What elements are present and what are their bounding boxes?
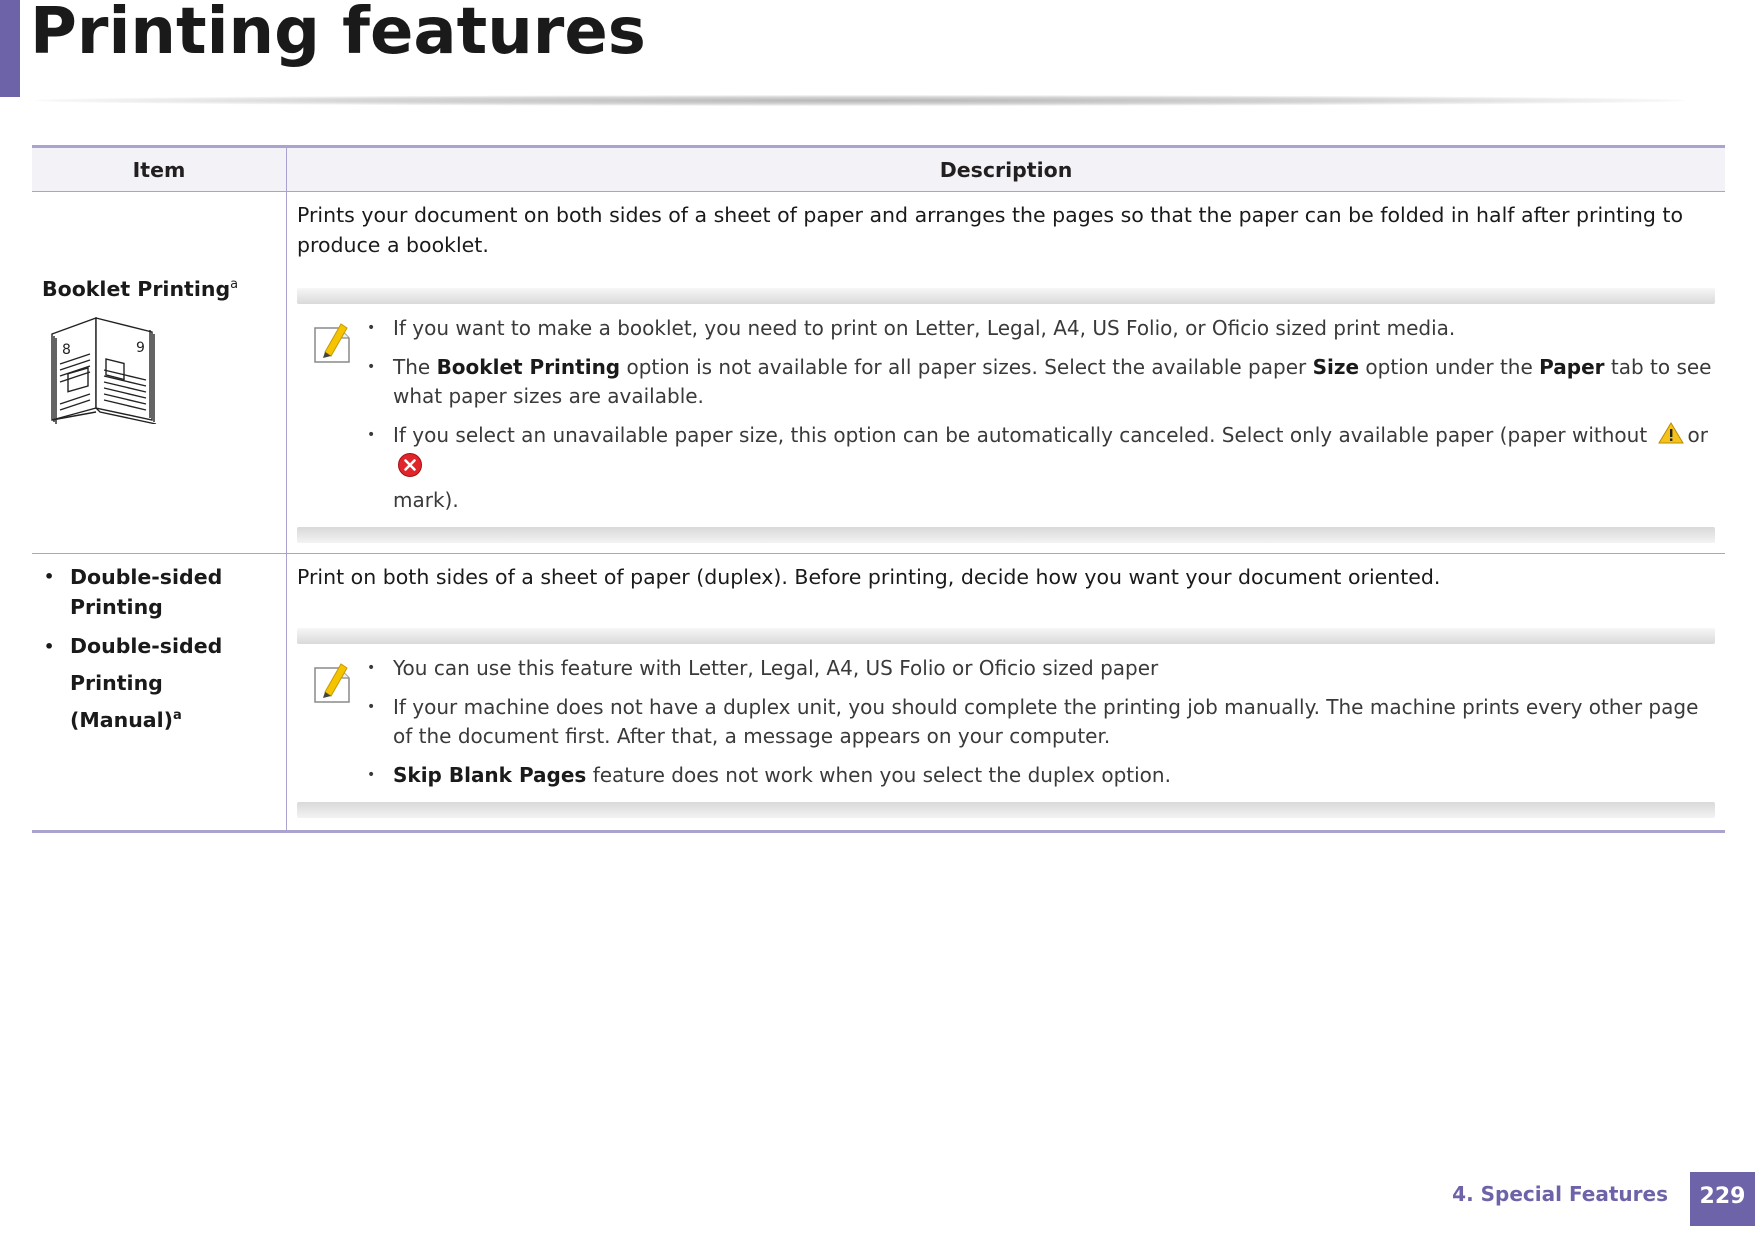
note-item: • Skip Blank Pages feature does not work when you select the duplex option. bbox=[361, 761, 1715, 790]
note-item: • If you select an unavailable paper size, this option can be automatically canceled. Select only available paper (paper without or mark). bbox=[361, 421, 1715, 515]
description-cell bbox=[287, 192, 1726, 554]
table-row bbox=[32, 553, 1725, 831]
bold-term: Paper bbox=[1539, 355, 1605, 379]
title-underline bbox=[35, 95, 1685, 106]
item-cell bbox=[32, 192, 287, 554]
item-cell bbox=[32, 553, 287, 831]
chapter-accent-bar bbox=[0, 0, 20, 97]
table-header-row bbox=[32, 147, 1725, 192]
description-text: Print on both sides of a sheet of paper (duplex). Before printing, decide how you want your document oriented. bbox=[297, 564, 1441, 589]
table-row bbox=[32, 192, 1725, 554]
item-name-booklet-printing: Booklet Printing bbox=[42, 277, 231, 301]
error-icon bbox=[397, 452, 423, 486]
description-cell bbox=[287, 553, 1726, 831]
note-item: • If you want to make a booklet, you need to print on Letter, Legal, A4, US Folio, or Oficio sized print media. bbox=[361, 314, 1715, 343]
note-pencil-icon bbox=[311, 320, 353, 374]
chapter-label: 4. Special Features bbox=[1452, 1182, 1668, 1206]
footnote-marker: a bbox=[173, 707, 182, 723]
note-box bbox=[297, 288, 1715, 543]
booklet-icon bbox=[46, 312, 278, 432]
note-top-band bbox=[297, 628, 1715, 644]
item-name-double-sided-printing-manual: • Double-sided Printing (Manual)$^a$ bbox=[42, 628, 278, 739]
column-header-description: Description bbox=[939, 157, 1073, 182]
footnote-marker: a bbox=[230, 277, 239, 293]
svg-text:9: 9 bbox=[136, 340, 145, 356]
features-table bbox=[32, 145, 1725, 833]
column-header-item: Item bbox=[32, 147, 287, 192]
warning-icon bbox=[1658, 422, 1684, 452]
note-bottom-band bbox=[297, 527, 1715, 543]
note-item: • The Booklet Printing option is not available for all paper sizes. Select the available paper Size option under the Paper tab to see what paper sizes are available. bbox=[361, 353, 1715, 411]
page-number-badge: 229 bbox=[1690, 1172, 1755, 1226]
note-pencil-icon bbox=[311, 660, 353, 714]
note-top-band bbox=[297, 288, 1715, 304]
description-text: Prints your document on both sides of a sheet of paper and arranges the pages so that the paper can be folded in half after printing to produce a booklet. bbox=[297, 203, 1684, 257]
bold-term: Booklet Printing bbox=[436, 355, 621, 379]
note-box bbox=[297, 628, 1715, 818]
note-bottom-band bbox=[297, 802, 1715, 818]
note-item: • You can use this feature with Letter, Legal, A4, US Folio or Oficio sized paper bbox=[361, 654, 1715, 683]
bold-term: Skip Blank Pages bbox=[393, 762, 587, 787]
note-item: • If your machine does not have a duplex unit, you should complete the printing job manually. The machine prints every other page of the document first. After that, a message appears on your computer. bbox=[361, 693, 1715, 751]
bold-term: Size bbox=[1312, 355, 1360, 379]
page-title: Printing features bbox=[30, 0, 646, 69]
item-name-double-sided-printing: • Double-sided Printing bbox=[42, 562, 278, 622]
svg-text:8: 8 bbox=[62, 342, 71, 358]
